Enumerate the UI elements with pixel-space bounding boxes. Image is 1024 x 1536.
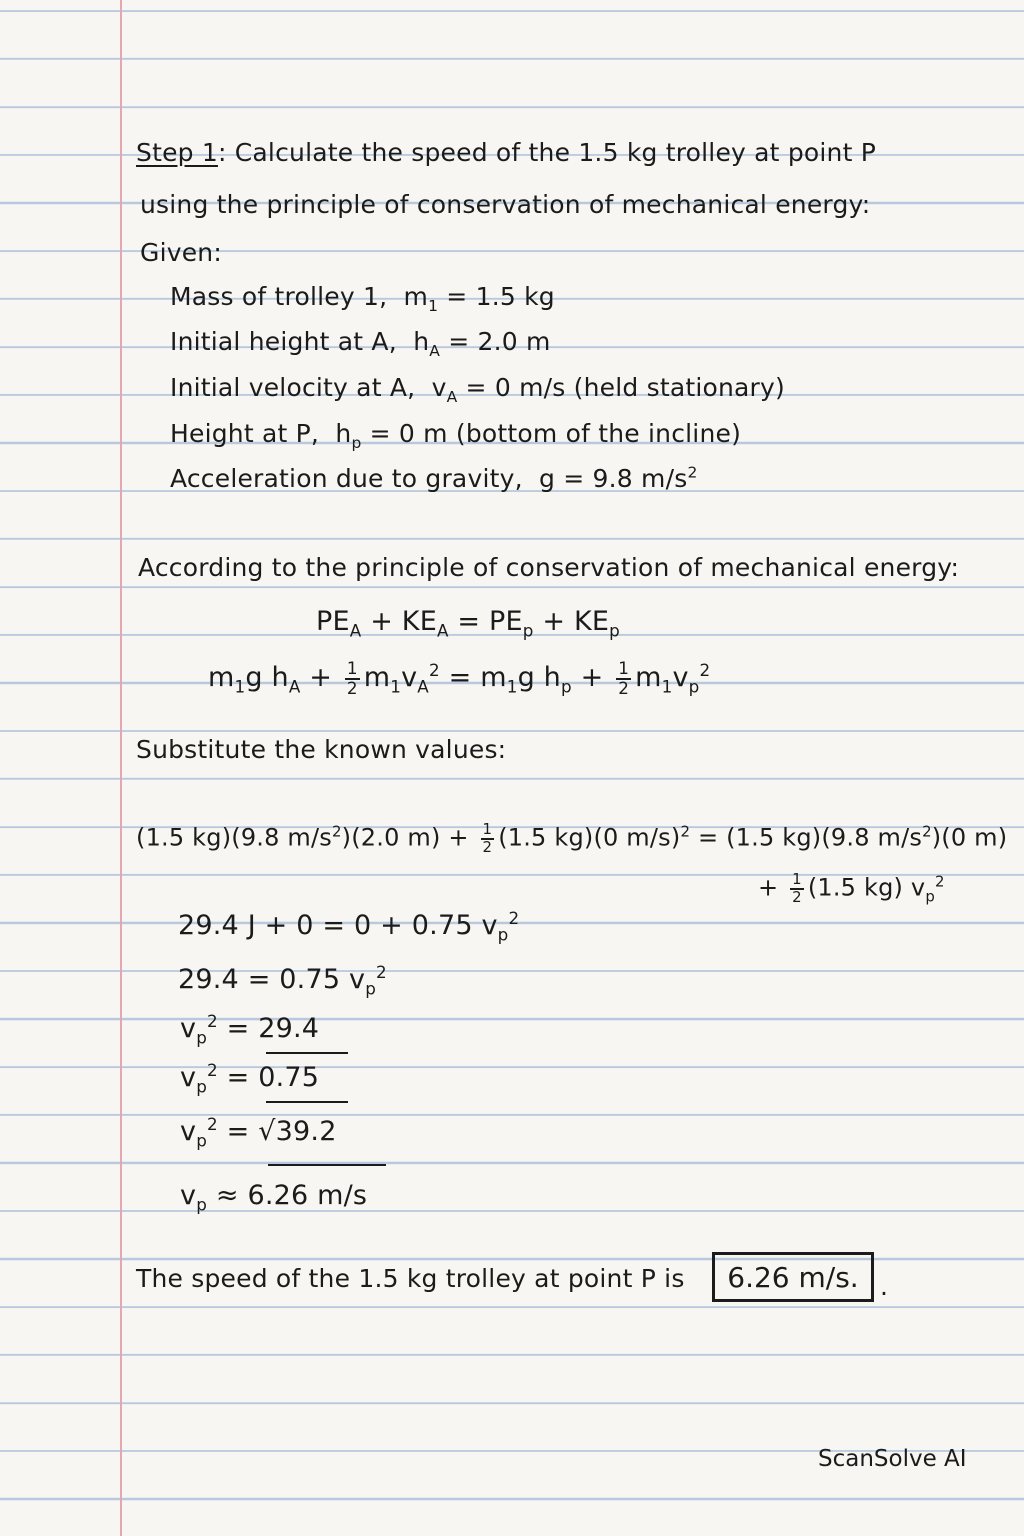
notebook-margin-line: [120, 0, 122, 1536]
equals-sign: =: [217, 1013, 259, 1044]
work-line-1: [178, 908, 520, 945]
given-mass-label: Mass of trolley 1,: [170, 282, 388, 311]
pe-subscript-p: p: [522, 620, 534, 641]
squared-exponent: 2: [207, 1114, 218, 1134]
squared-exponent: 2: [699, 660, 711, 681]
fraction-denominator: 2: [618, 677, 630, 698]
plus-sign: +: [300, 662, 341, 694]
pe-symbol-a: PE: [316, 606, 350, 637]
velocity-subscript-p: p: [196, 1076, 208, 1097]
energy-equation-expanded: [208, 660, 710, 697]
brand-watermark: ScanSolve AI: [818, 1446, 967, 1472]
pe-subscript-a: A: [349, 620, 362, 641]
ke-symbol-a: KE: [401, 606, 437, 637]
given-height-a-label: Initial height at A,: [170, 327, 397, 356]
half-fraction: [481, 822, 495, 855]
answer-box: [712, 1252, 874, 1302]
equals-sign: =: [217, 1116, 259, 1147]
work-line-4: [180, 1060, 320, 1097]
plus-sign: +: [361, 606, 402, 637]
work-line-1-text: 29.4 J + 0 = 0 + 0.75 v: [178, 910, 498, 941]
given-height-p-value: = 0 m (bottom of the incline): [361, 419, 742, 448]
ke-subscript-p: p: [609, 620, 620, 641]
fraction-denominator: 2: [482, 837, 493, 856]
pe-symbol-p: PE: [489, 606, 523, 637]
given-height-p-symbol: h: [335, 419, 352, 448]
velocity-symbol-p: v: [180, 1013, 197, 1044]
equals-sign: =: [439, 662, 481, 694]
squared-exponent: 2: [207, 1011, 218, 1031]
velocity-subscript-p: p: [925, 887, 935, 906]
given-velocity-a-label: Initial velocity at A,: [170, 373, 416, 402]
work-line-3: [180, 1011, 320, 1048]
fraction-bar: [266, 1052, 348, 1054]
radical-bar: [268, 1164, 386, 1166]
given-gravity-exponent: 2: [687, 463, 698, 482]
velocity-symbol-p: v: [180, 1062, 197, 1093]
result-value: 6.26 m/s: [247, 1180, 368, 1211]
velocity-subscript-p: p: [196, 1027, 208, 1048]
sub-term-1: (1.5 kg)(9.8 m/s: [136, 823, 332, 852]
approx-sign: ≈: [215, 1180, 239, 1211]
velocity-subscript-p: p: [365, 978, 377, 999]
given-mass-symbol: m: [403, 282, 429, 311]
sub-term-3: (1.5 kg)(0 m/s): [498, 823, 681, 852]
plus-sign: +: [758, 873, 787, 902]
step-heading-line2: using the principle of conservation of mechanical energy:: [140, 190, 871, 219]
given-height-a-symbol: h: [413, 327, 430, 356]
work-line-2: [178, 962, 387, 999]
step-heading-text: : Calculate the speed of the 1.5 kg trolley at point P: [217, 138, 877, 167]
mass-subscript: 1: [234, 676, 246, 697]
given-height-a: [170, 327, 551, 360]
equals-sign: =: [217, 1062, 259, 1093]
velocity-symbol-p: v: [672, 662, 689, 694]
conclusion-text: The speed of the 1.5 kg trolley at point P is: [136, 1264, 685, 1293]
step-heading: [136, 140, 876, 165]
given-velocity-a-subscript: A: [446, 388, 458, 406]
principle-intro: According to the principle of conservation of mechanical energy:: [138, 553, 960, 582]
velocity-symbol-p: v: [180, 1180, 197, 1211]
sub-term-6: (1.5 kg): [807, 873, 904, 902]
given-gravity-label: Acceleration due to gravity,: [170, 464, 523, 493]
step-label: Step 1: [136, 138, 218, 167]
mass-subscript: 1: [390, 676, 402, 697]
given-gravity: [170, 463, 698, 493]
radicand-value: 39.2: [275, 1116, 337, 1147]
given-mass: [170, 282, 555, 315]
mass-symbol: m: [208, 662, 235, 694]
given-height-p: [170, 419, 742, 452]
velocity-subscript-p: p: [196, 1130, 208, 1151]
velocity-subscript-p: p: [196, 1194, 208, 1215]
squared-exponent: 2: [680, 822, 691, 841]
mass-subscript: 1: [506, 676, 518, 697]
work-line-6: [180, 1180, 368, 1215]
fraction-numerator: 1: [482, 820, 493, 838]
squared-exponent: 2: [934, 872, 945, 891]
given-velocity-a-symbol: v: [431, 373, 447, 402]
answer-period: .: [880, 1272, 889, 1301]
velocity-subscript-p: p: [497, 924, 509, 945]
substitution-line-2: [758, 872, 945, 905]
given-mass-subscript: 1: [428, 297, 439, 315]
denominator-value: 0.75: [258, 1062, 320, 1093]
given-velocity-a-value: = 0 m/s (held stationary): [457, 373, 785, 402]
work-line-5: [180, 1114, 337, 1151]
velocity-symbol-p: v: [910, 873, 926, 902]
plus-sign: +: [571, 662, 613, 694]
final-answer: 6.26 m/s.: [727, 1260, 859, 1294]
velocity-subscript-a: A: [417, 676, 429, 697]
velocity-symbol-a: v: [401, 662, 418, 694]
ke-subscript-a: A: [436, 620, 449, 641]
squared-exponent: 2: [508, 908, 520, 928]
h-subscript-p: p: [561, 676, 572, 697]
gh-term: g h: [517, 662, 561, 694]
fraction-numerator: 1: [346, 658, 358, 678]
given-velocity-a: [170, 373, 785, 406]
velocity-symbol-p: v: [180, 1116, 197, 1147]
work-line-2-text: 29.4 = 0.75 v: [178, 964, 366, 995]
fraction-denominator: 2: [346, 677, 358, 698]
squared-exponent: 2: [376, 962, 387, 982]
squared-exponent: 2: [207, 1060, 218, 1080]
given-height-a-value: = 2.0 m: [440, 327, 551, 356]
half-fraction: [345, 660, 360, 697]
equals-sign: =: [448, 606, 490, 637]
squared-exponent: 2: [428, 660, 440, 681]
fraction-denominator: 2: [792, 887, 802, 906]
substitution-line-1: [136, 822, 1007, 855]
energy-equation: [316, 606, 620, 641]
fraction-numerator: 1: [792, 870, 802, 888]
mass-symbol: m: [635, 662, 662, 694]
fraction-numerator: 1: [618, 658, 630, 678]
gh-term: g h: [245, 662, 289, 694]
given-gravity-value: g = 9.8 m/s: [539, 464, 688, 493]
fraction-bar: [266, 1101, 348, 1103]
given-height-p-subscript: p: [351, 434, 362, 452]
mass-subscript: 1: [661, 676, 673, 697]
squared-exponent: 2: [922, 822, 932, 841]
mass-symbol: m: [480, 662, 507, 694]
sub-term-4: = (1.5 kg)(9.8 m/s: [690, 823, 923, 852]
half-fraction: [616, 660, 631, 697]
ke-symbol-p: KE: [573, 606, 610, 637]
given-height-p-label: Height at P,: [170, 419, 320, 448]
squared-exponent: 2: [332, 822, 342, 841]
substitute-label: Substitute the known values:: [136, 735, 507, 764]
plus-sign: +: [533, 606, 574, 637]
h-subscript-a: A: [288, 676, 301, 697]
sub-term-5: )(0 m): [931, 823, 1008, 852]
mass-symbol: m: [363, 662, 391, 694]
given-title: Given:: [140, 238, 222, 267]
half-fraction: [790, 872, 804, 905]
velocity-subscript-p: p: [688, 676, 700, 697]
numerator-value: 29.4: [258, 1013, 320, 1044]
square-root-icon: √: [258, 1116, 276, 1147]
given-height-a-subscript: A: [429, 342, 441, 360]
given-mass-value: = 1.5 kg: [438, 282, 555, 311]
sub-term-2: )(2.0 m) +: [341, 823, 477, 852]
